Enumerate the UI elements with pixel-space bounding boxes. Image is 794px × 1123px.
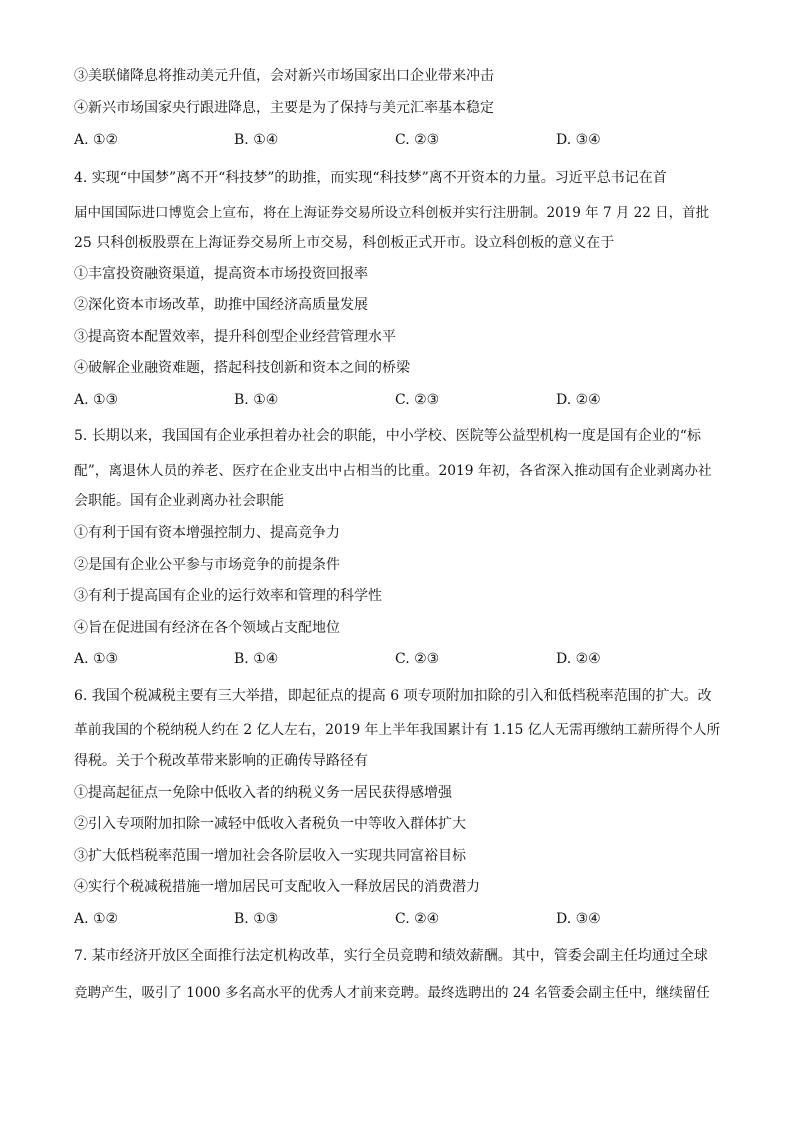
q5-item-4: ④旨在促进国有经济在各个领域占支配地位	[74, 620, 340, 636]
q6-options	[74, 909, 714, 929]
q4-stem-line-1: 4. 实现“中国梦”离不开“科技梦”的助推，而实现“科技梦”离不开资本的力量。习近平总书记在首	[74, 170, 667, 186]
q6-option-b: B. ①③	[234, 911, 279, 927]
q5-option-d: D. ②④	[556, 651, 601, 667]
q4-stem-line-3: 25 只科创板股票在上海证券交易所上市交易，科创板正式开市。设立科创板的意义在于	[74, 235, 615, 251]
q6-stem-line-2: 革前我国的个税纳税人约在 2 亿人左右，2019 年上半年我国累计有 1.15 亿人无需再缴纳工薪所得个人所	[74, 722, 721, 738]
q4-option-d: D. ②④	[556, 392, 601, 408]
q5-item-3: ③有利于提高国有企业的运行效率和管理的科学性	[74, 588, 382, 604]
q6-item-4: ④实行个税减税措施一增加居民可支配收入一释放居民的消费潜力	[74, 879, 480, 895]
q3-option-c: C. ②③	[395, 132, 440, 148]
q5-option-b: B. ①④	[234, 651, 279, 667]
q3-item-3: ③美联储降息将推动美元升值，会对新兴市场国家出口企业带来冲击	[74, 68, 494, 84]
q4-item-2: ②深化资本市场改革，助推中国经济高质量发展	[74, 297, 368, 313]
q7-stem-line-1: 7. 某市经济开放区全面推行法定机构改革，实行全员竞聘和绩效薪酬。其中，管委会副主任均通过全球	[74, 948, 708, 964]
q5-item-2: ②是国有企业公平参与市场竞争的前提条件	[74, 557, 340, 573]
q3-option-b: B. ①④	[234, 132, 279, 148]
q6-stem-line-3: 得税。关于个税改革带来影响的正确传导路径有	[74, 753, 368, 769]
q4-item-3: ③提高资本配置效率，提升科创型企业经营管理水平	[74, 329, 396, 345]
q5-stem-line-3: 会职能。国有企业剥离办社会职能	[74, 493, 284, 509]
q6-option-c: C. ②④	[395, 911, 440, 927]
q6-item-2: ②引入专项附加扣除一减轻中低收入者税负一中等收入群体扩大	[74, 816, 466, 832]
q6-option-d: D. ③④	[556, 911, 601, 927]
q6-option-a: A. ①②	[74, 911, 119, 927]
q6-item-1: ①提高起征点一免除中低收入者的纳税义务一居民获得感增强	[74, 785, 452, 801]
q5-option-c: C. ②③	[395, 651, 440, 667]
q5-stem-line-2: 配”，离退休人员的养老、医疗在企业支出中占相当的比重。2019 年初，各省深入推动国有企业剥离办社	[74, 463, 712, 479]
q6-item-3: ③扩大低档税率范围一增加社会各阶层收入一实现共同富裕目标	[74, 848, 466, 864]
q4-option-b: B. ①④	[234, 392, 279, 408]
q3-options	[74, 130, 714, 150]
q3-option-a: A. ①②	[74, 132, 119, 148]
q7-stem-line-2: 竞聘产生，吸引了 1000 多名高水平的优秀人才前来竞聘。最终选聘出的 24 名管委会副主任中，继续留任	[74, 985, 710, 1001]
q4-stem-line-2: 届中国国际进口博览会上宣布，将在上海证券交易所设立科创板并实行注册制。2019 年 7 月 22 日，首批	[74, 205, 710, 221]
q3-item-4: ④新兴市场国家央行跟进降息，主要是为了保持与美元汇率基本稳定	[74, 100, 494, 116]
q5-option-a: A. ①③	[74, 651, 119, 667]
q4-item-4: ④破解企业融资难题，搭起科技创新和资本之间的桥梁	[74, 360, 410, 376]
q4-option-a: A. ①③	[74, 392, 119, 408]
q5-stem-line-1: 5. 长期以来，我国国有企业承担着办社会的职能，中小学校、医院等公益型机构一度是国有企业的“标	[74, 428, 701, 444]
q5-item-1: ①有利于国有资本增强控制力、提高竞争力	[74, 525, 340, 541]
q5-options	[74, 649, 714, 669]
q3-option-d: D. ③④	[556, 132, 601, 148]
q4-option-c: C. ②③	[395, 392, 440, 408]
q4-item-1: ①丰富投资融资渠道，提高资本市场投资回报率	[74, 266, 368, 282]
q6-stem-line-1: 6. 我国个税减税主要有三大举措，即起征点的提高 6 项专项附加扣除的引入和低档税率范围的扩大。改	[74, 688, 712, 704]
q4-options	[74, 390, 714, 410]
